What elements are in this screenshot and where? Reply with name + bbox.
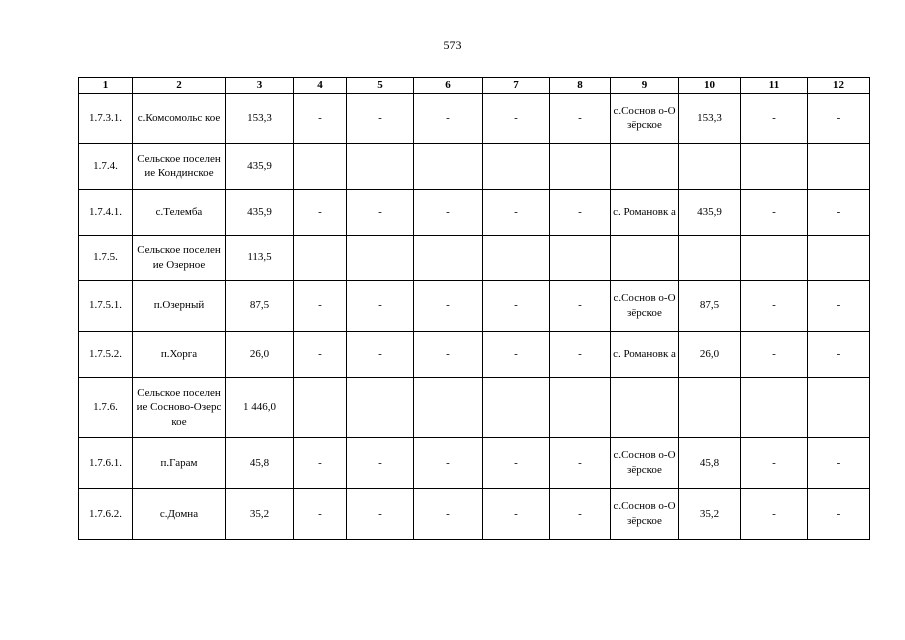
table-cell: 113,5: [226, 235, 294, 280]
table-cell: [483, 143, 550, 189]
table-cell: с.Соснов о-Озёрское: [611, 280, 679, 331]
table-cell: 1.7.3.1.: [79, 93, 133, 143]
table-row: [79, 488, 870, 539]
table-cell: 435,9: [679, 189, 741, 235]
table-cell: -: [294, 437, 347, 488]
table-cell: [294, 235, 347, 280]
header-row: [79, 78, 870, 94]
table-cell: [414, 235, 483, 280]
table-cell: -: [483, 93, 550, 143]
table-cell: 1.7.5.1.: [79, 280, 133, 331]
table-cell: -: [347, 280, 414, 331]
table-cell: п.Хорга: [133, 331, 226, 377]
table-cell: [294, 377, 347, 437]
table-cell: [347, 377, 414, 437]
table-cell: -: [483, 189, 550, 235]
table-cell: 45,8: [679, 437, 741, 488]
table-cell: 35,2: [679, 488, 741, 539]
table-cell: 1.7.5.2.: [79, 331, 133, 377]
table-cell: [550, 143, 611, 189]
table-cell: с.Домна: [133, 488, 226, 539]
header-cell: 1: [79, 78, 133, 94]
table-cell: Сельское поселение Кондинское: [133, 143, 226, 189]
table-cell: 153,3: [226, 93, 294, 143]
header-cell: 4: [294, 78, 347, 94]
table-cell: 435,9: [226, 189, 294, 235]
table-cell: -: [347, 93, 414, 143]
table-cell: [808, 377, 870, 437]
table-cell: -: [414, 331, 483, 377]
table-row: [79, 280, 870, 331]
table-cell: 1.7.6.1.: [79, 437, 133, 488]
table-cell: 1.7.6.: [79, 377, 133, 437]
table-cell: [414, 143, 483, 189]
table-cell: [679, 235, 741, 280]
table-cell: [808, 235, 870, 280]
table-cell: -: [294, 488, 347, 539]
table-cell: -: [741, 189, 808, 235]
table-cell: 1.7.4.1.: [79, 189, 133, 235]
table-cell: -: [808, 488, 870, 539]
table-cell: -: [550, 331, 611, 377]
table-cell: 435,9: [226, 143, 294, 189]
header-cell: 12: [808, 78, 870, 94]
header-cell: 3: [226, 78, 294, 94]
table-cell: с.Комсомольс кое: [133, 93, 226, 143]
header-cell: 6: [414, 78, 483, 94]
table-cell: -: [483, 331, 550, 377]
table-cell: -: [294, 93, 347, 143]
table-cell: [679, 143, 741, 189]
table-row: [79, 143, 870, 189]
table-cell: Сельское поселение Сосново-Озерское: [133, 377, 226, 437]
table-cell: -: [347, 331, 414, 377]
table-cell: [414, 377, 483, 437]
table-cell: -: [741, 488, 808, 539]
table-cell: с. Романовк а: [611, 189, 679, 235]
table-cell: -: [414, 189, 483, 235]
table-row: [79, 189, 870, 235]
table-cell: -: [347, 488, 414, 539]
table-row: [79, 437, 870, 488]
header-cell: 7: [483, 78, 550, 94]
table-cell: [611, 143, 679, 189]
table-cell: [808, 143, 870, 189]
table-cell: [741, 377, 808, 437]
table-cell: -: [741, 331, 808, 377]
table-cell: [611, 235, 679, 280]
table-cell: [611, 377, 679, 437]
table-cell: -: [483, 488, 550, 539]
table-row: [79, 235, 870, 280]
table-cell: [741, 235, 808, 280]
header-cell: 2: [133, 78, 226, 94]
table-cell: -: [483, 437, 550, 488]
table-cell: -: [741, 93, 808, 143]
header-cell: 9: [611, 78, 679, 94]
table-cell: 153,3: [679, 93, 741, 143]
table-cell: [483, 377, 550, 437]
table-cell: -: [414, 280, 483, 331]
table-cell: с.Соснов о-Озёрское: [611, 93, 679, 143]
table-row: [79, 331, 870, 377]
table-cell: -: [414, 437, 483, 488]
table-cell: -: [347, 437, 414, 488]
table-row: [79, 377, 870, 437]
header-cell: 5: [347, 78, 414, 94]
table-cell: -: [808, 93, 870, 143]
table-cell: с.Соснов о-Озёрское: [611, 437, 679, 488]
table-cell: -: [294, 331, 347, 377]
header-cell: 11: [741, 78, 808, 94]
table-cell: п.Гарам: [133, 437, 226, 488]
table-cell: [679, 377, 741, 437]
table-cell: [347, 235, 414, 280]
table-cell: -: [808, 437, 870, 488]
page-number: 573: [443, 38, 462, 52]
table-cell: 87,5: [226, 280, 294, 331]
table-cell: -: [294, 189, 347, 235]
table-cell: 1.7.4.: [79, 143, 133, 189]
table-cell: 1.7.6.2.: [79, 488, 133, 539]
table-cell: [550, 235, 611, 280]
table-cell: 87,5: [679, 280, 741, 331]
header-cell: 10: [679, 78, 741, 94]
data-table: [78, 77, 870, 540]
table-cell: -: [808, 331, 870, 377]
table-cell: [483, 235, 550, 280]
table-cell: -: [294, 280, 347, 331]
table-cell: с.Телемба: [133, 189, 226, 235]
table-cell: -: [550, 280, 611, 331]
table-cell: -: [741, 280, 808, 331]
table-cell: 45,8: [226, 437, 294, 488]
table-cell: -: [414, 93, 483, 143]
header-cell: 8: [550, 78, 611, 94]
table-cell: с. Романовк а: [611, 331, 679, 377]
table-cell: -: [741, 437, 808, 488]
table-cell: 1.7.5.: [79, 235, 133, 280]
table-cell: -: [550, 437, 611, 488]
table-cell: -: [808, 189, 870, 235]
table-cell: -: [414, 488, 483, 539]
table-cell: -: [550, 93, 611, 143]
table-cell: -: [347, 189, 414, 235]
table-cell: 1 446,0: [226, 377, 294, 437]
table-cell: [294, 143, 347, 189]
table-cell: [741, 143, 808, 189]
table-cell: 35,2: [226, 488, 294, 539]
table-cell: п.Озерный: [133, 280, 226, 331]
table-cell: 26,0: [226, 331, 294, 377]
table-cell: Сельское поселение Озерное: [133, 235, 226, 280]
table-cell: с.Соснов о-Озёрское: [611, 488, 679, 539]
table-cell: -: [483, 280, 550, 331]
table-cell: [550, 377, 611, 437]
table-cell: [347, 143, 414, 189]
table-cell: -: [550, 189, 611, 235]
table-cell: -: [808, 280, 870, 331]
table-cell: 26,0: [679, 331, 741, 377]
table-cell: -: [550, 488, 611, 539]
table-row: [79, 93, 870, 143]
